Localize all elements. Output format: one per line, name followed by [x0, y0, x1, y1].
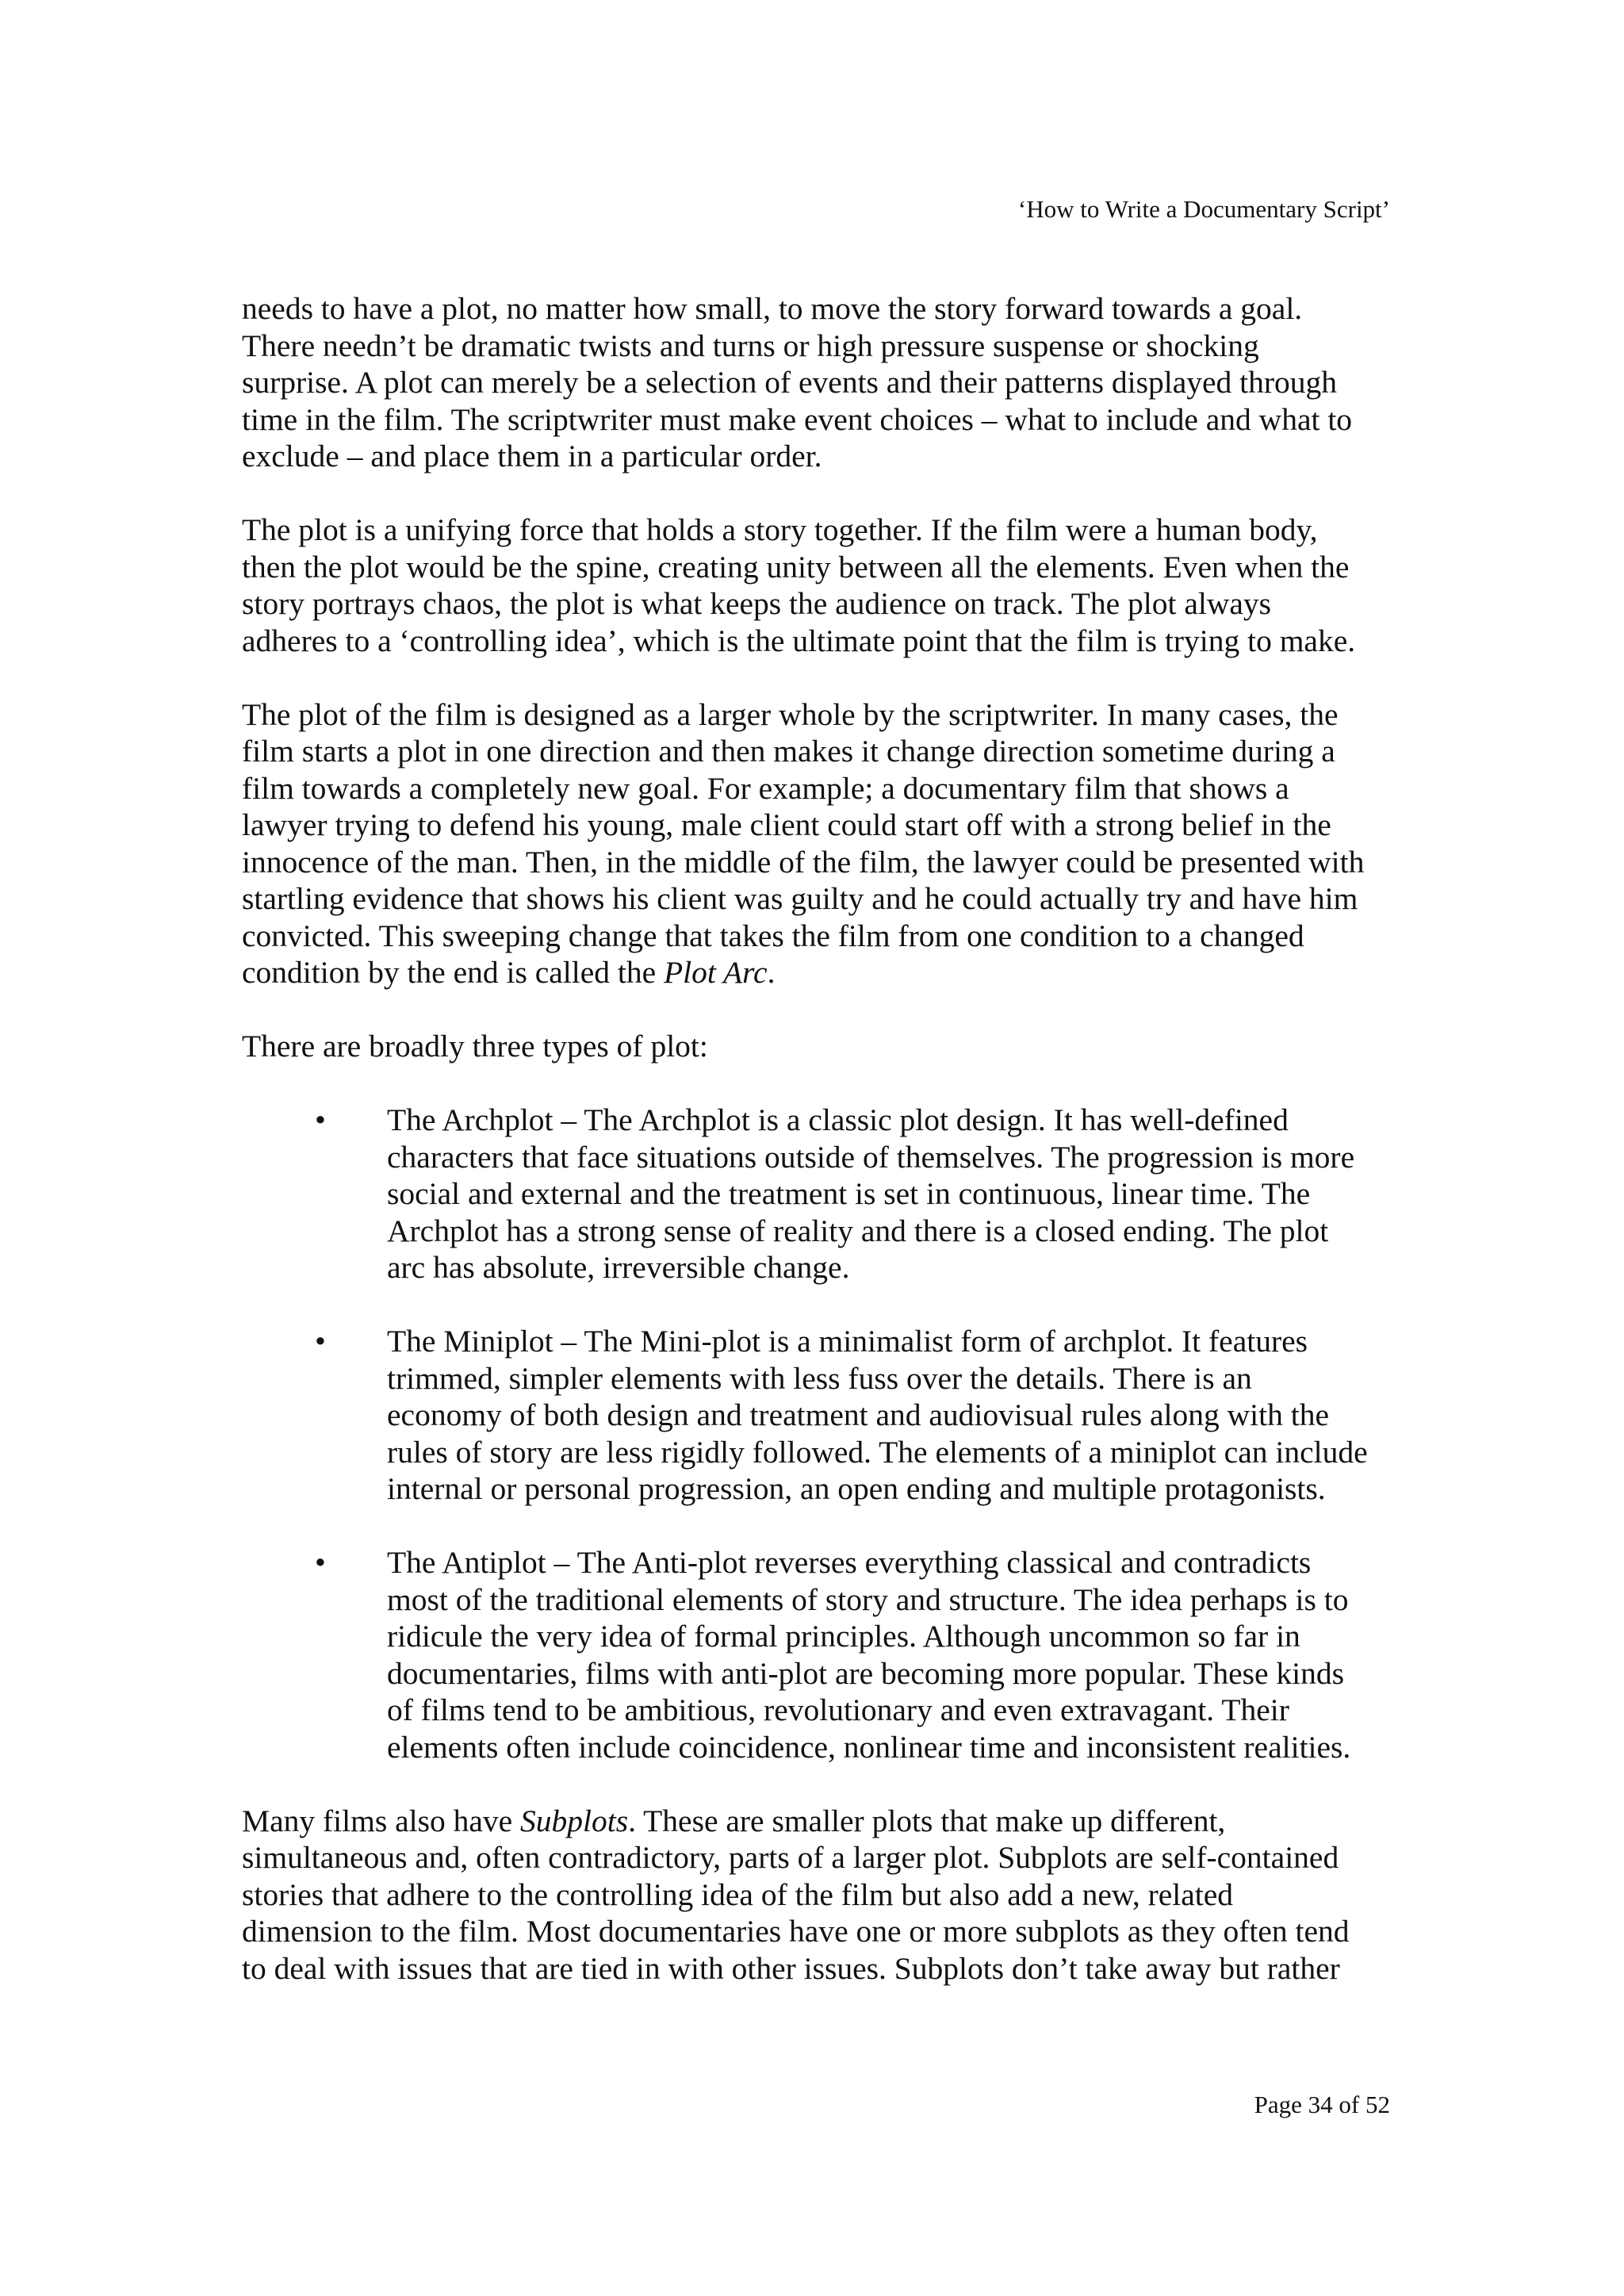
text-line: The plot of the film is designed as a larger whole by the scriptwriter. In many cases, the	[242, 696, 1339, 732]
list-item-miniplot	[242, 1323, 1408, 1508]
text-line: time in the film. The scriptwriter must make event choices – what to include and what to	[242, 401, 1353, 437]
running-header: ‘How to Write a Documentary Script’	[1017, 195, 1390, 223]
text-run: . These are smaller plots that make up different,	[628, 1803, 1226, 1838]
text-line: convicted. This sweeping change that takes the film from one condition to a changed	[242, 918, 1304, 953]
document-body	[242, 290, 1408, 2024]
text-line: then the plot would be the spine, creating unity between all the elements. Even when the	[242, 549, 1350, 585]
text-line: most of the traditional elements of story and structure. The idea perhaps is to	[387, 1581, 1349, 1617]
text-line: Archplot has a strong sense of reality and there is a closed ending. The plot	[387, 1213, 1329, 1248]
text-line: lawyer trying to defend his young, male client could start off with a strong belief in the	[242, 807, 1331, 842]
text-line: stories that adhere to the controlling idea of the film but also add a new, related	[242, 1876, 1234, 1912]
text-line-with-emphasis	[242, 1803, 1408, 1840]
plot-types-list	[242, 1102, 1408, 1765]
text-line: characters that face situations outside of themselves. The progression is more	[387, 1139, 1355, 1175]
emphasis-term-plot-arc: Plot Arc	[664, 955, 768, 990]
text-line: adheres to a ‘controlling idea’, which is the ultimate point that the film is trying to make.	[242, 623, 1356, 658]
text-line: The plot is a unifying force that holds a story together. If the film were a human body,	[242, 512, 1318, 547]
text-line: arc has absolute, irreversible change.	[387, 1250, 850, 1285]
page-number: Page 34 of 52	[1254, 2091, 1390, 2118]
text-line: elements often include coincidence, nonlinear time and inconsistent realities.	[387, 1729, 1351, 1765]
text-run: .	[767, 955, 776, 990]
text-line: ridicule the very idea of formal principles. Although uncommon so far in	[387, 1619, 1300, 1654]
text-line: social and external and the treatment is set in continuous, linear time. The	[387, 1176, 1311, 1211]
bullet-icon: •	[315, 1545, 326, 1580]
text-line: The Antiplot – The Anti-plot reverses everything classical and contradicts	[387, 1545, 1312, 1580]
text-run: Many films also have	[242, 1803, 521, 1838]
text-line: internal or personal progression, an open ending and multiple protagonists.	[387, 1471, 1326, 1506]
paragraph-3	[242, 696, 1408, 991]
text-line: film starts a plot in one direction and then makes it change direction sometime during a	[242, 734, 1335, 769]
text-line: trimmed, simpler elements with less fuss over the details. There is an	[387, 1360, 1252, 1396]
text-line-with-emphasis	[242, 954, 1408, 991]
text-line: dimension to the film. Most documentaries have one or more subplots as they often tend	[242, 1914, 1350, 1949]
text-line: surprise. A plot can merely be a selection of events and their patterns displayed through	[242, 365, 1338, 400]
text-line: There needn’t be dramatic twists and turns or high pressure suspense or shocking	[242, 328, 1259, 363]
text-line: needs to have a plot, no matter how small, to move the story forward towards a goal.	[242, 291, 1303, 326]
list-item-antiplot	[242, 1544, 1408, 1765]
text-run: condition by the end is called the	[242, 955, 665, 990]
text-line: rules of story are less rigidly followed. The elements of a miniplot can include	[387, 1434, 1368, 1470]
text-line: economy of both design and treatment and audiovisual rules along with the	[387, 1397, 1330, 1432]
paragraph-4	[242, 1028, 1408, 1065]
paragraph-1	[242, 290, 1408, 475]
text-line: to deal with issues that are tied in with other issues. Subplots don’t take away but rather	[242, 1950, 1340, 1986]
bullet-icon: •	[315, 1102, 326, 1137]
text-line: of films tend to be ambitious, revolutionary and even extravagant. Their	[387, 1692, 1289, 1727]
text-line: simultaneous and, often contradictory, parts of a larger plot. Subplots are self-contained	[242, 1840, 1339, 1875]
text-line: The Archplot – The Archplot is a classic plot design. It has well-defined	[387, 1102, 1289, 1137]
text-line: startling evidence that shows his client was guilty and he could actually try and have him	[242, 881, 1358, 916]
text-line: exclude – and place them in a particular order.	[242, 439, 822, 473]
emphasis-term-subplots: Subplots	[520, 1803, 629, 1838]
text-line: The Miniplot – The Mini-plot is a minimalist form of archplot. It features	[387, 1324, 1308, 1359]
list-item-archplot	[242, 1102, 1408, 1286]
text-line: story portrays chaos, the plot is what keeps the audience on track. The plot always	[242, 586, 1272, 621]
paragraph-2	[242, 512, 1408, 659]
bullet-icon: •	[315, 1324, 326, 1359]
text-line: documentaries, films with anti-plot are becoming more popular. These kinds	[387, 1655, 1345, 1691]
text-line: innocence of the man. Then, in the middle of the film, the lawyer could be presented with	[242, 844, 1365, 880]
text-line: There are broadly three types of plot:	[242, 1029, 708, 1064]
text-line: film towards a completely new goal. For example; a documentary film that shows a	[242, 770, 1289, 806]
paragraph-subplots	[242, 1803, 1408, 1987]
